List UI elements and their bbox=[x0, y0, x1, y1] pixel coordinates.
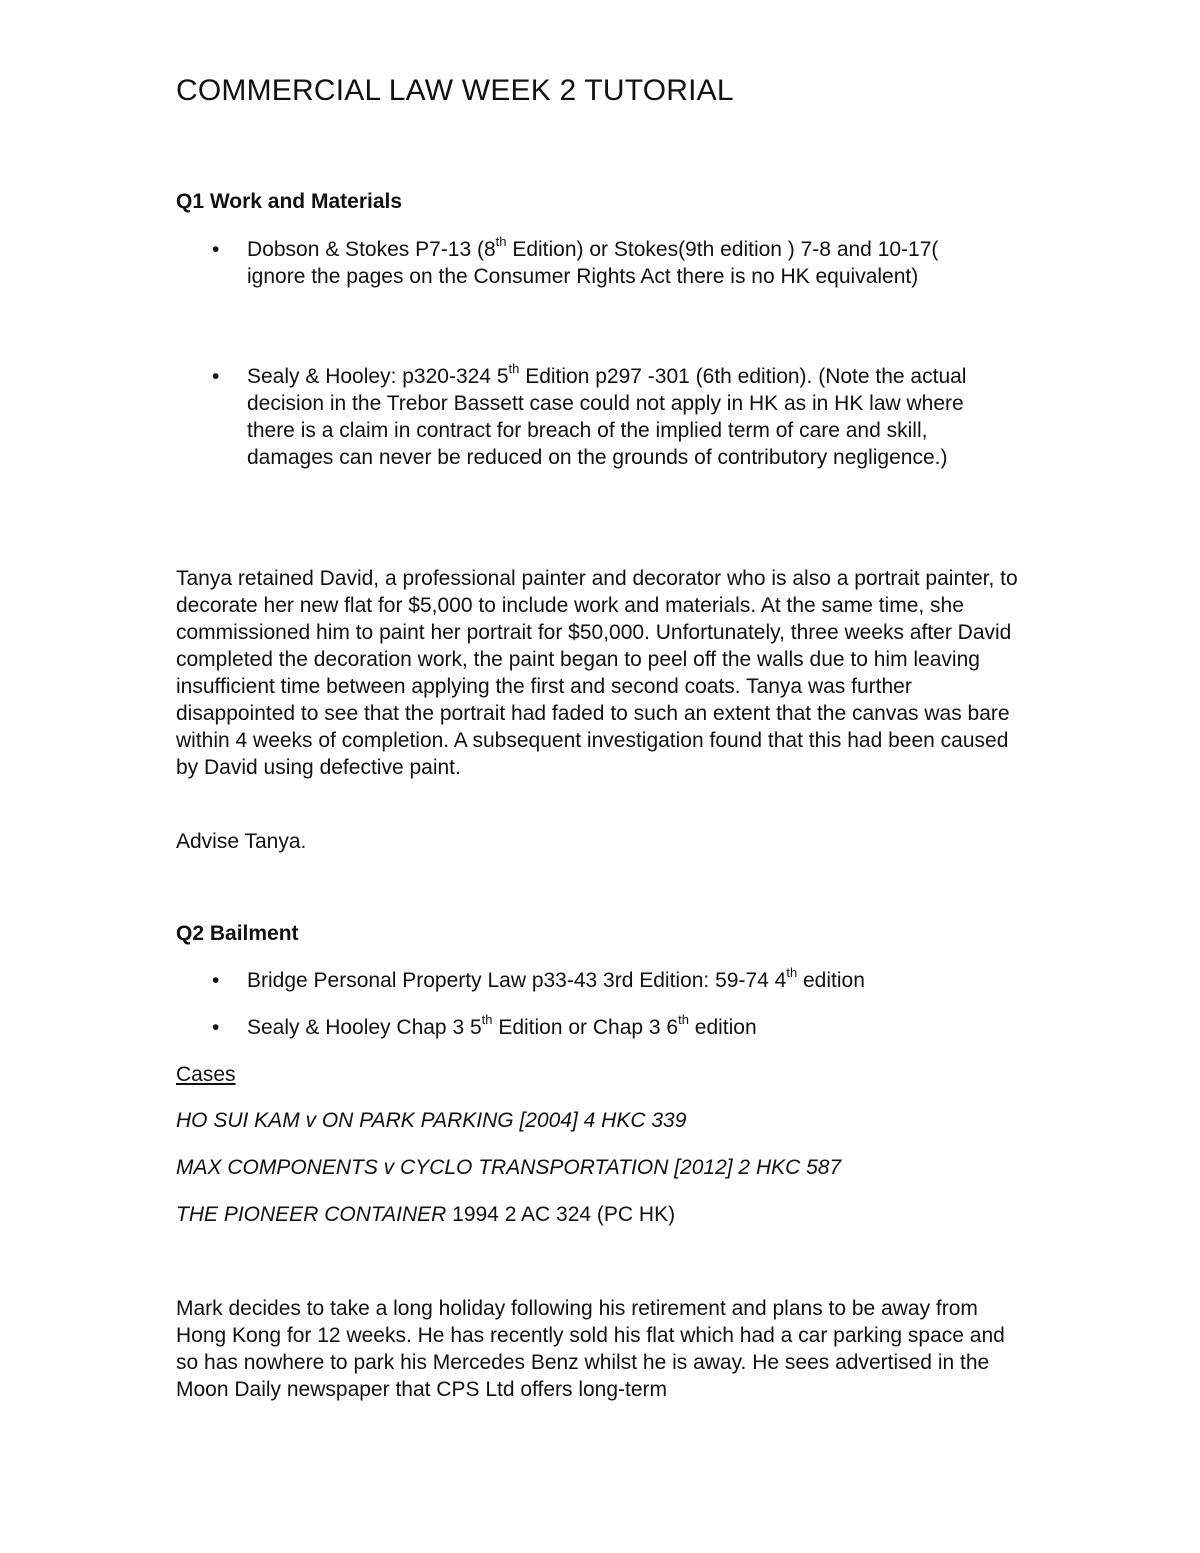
bullet-icon: • bbox=[212, 365, 220, 388]
case-ho-sui-kam: HO SUI KAM v ON PARK PARKING [2004] 4 HKC 339 bbox=[176, 1109, 687, 1132]
q1-scenario: Tanya retained David, a professional painter and decorator who is also a portrait painter, to decorate her new flat for $5,000 to include work and materials. At the same time, she commissioned him to paint her portrait for $50,000. Unfortunately, three weeks after David completed the decoration work, the paint began to peel off the walls due to him leaving insufficient time between applying the first and second coats. Tanya was further disappointed to see that the portrait had faded to such an extent that the canvas was bare within 4 weeks of completion. A subsequent investigation found that this had been caused by David using defective paint. bbox=[176, 567, 1018, 779]
q1-bullet-sealy-text: Sealy & Hooley: p320-324 5th Edition p297 -301 (6th edition). (Note the actual decision in the Trebor Bassett case could not apply in HK as in HK law where there is a claim in contract for breach of the implied term of care and skill, damages can never be reduced on the grounds of contributory negligence.) bbox=[247, 361, 967, 469]
q1-bullet-sealy bbox=[212, 363, 1012, 471]
q2-scenario: Mark decides to take a long holiday following his retirement and plans to be away from Hong Kong for 12 weeks. He has recently sold his flat which had a car parking space and so has nowhere to park his Mercedes Benz whilst he is away. He sees advertised in the Moon Daily newspaper that CPS Ltd offers long-term bbox=[176, 1297, 1005, 1401]
bullet-icon: • bbox=[212, 238, 220, 261]
q1-bullet-dobson-text: Dobson & Stokes P7-13 (8th Edition) or Stokes(9th edition ) 7-8 and 10-17( ignore the pages on the Consumer Rights Act there is no HK equivalent) bbox=[247, 234, 939, 288]
q2-bullet-sealy-text: Sealy & Hooley Chap 3 5th Edition or Chap 3 6th edition bbox=[247, 1012, 757, 1039]
q2-bullet-bridge-text: Bridge Personal Property Law p33-43 3rd Edition: 59-74 4th edition bbox=[247, 965, 865, 992]
case-max-components: MAX COMPONENTS v CYCLO TRANSPORTATION [2012] 2 HKC 587 bbox=[176, 1156, 842, 1179]
bullet-icon: • bbox=[212, 1016, 220, 1039]
q2-bullet-sealy bbox=[212, 1014, 1012, 1041]
q1-bullet-dobson bbox=[212, 236, 1002, 290]
bullet-icon: • bbox=[212, 969, 220, 992]
q2-bullet-bridge bbox=[212, 967, 1012, 994]
q1-advise: Advise Tanya. bbox=[176, 830, 307, 853]
q2-heading: Q2 Bailment bbox=[176, 922, 299, 945]
case-pioneer-container: THE PIONEER CONTAINER 1994 2 AC 324 (PC HK) bbox=[176, 1203, 676, 1226]
cases-label: Cases bbox=[176, 1063, 236, 1086]
q1-heading: Q1 Work and Materials bbox=[176, 190, 403, 213]
document-title: COMMERCIAL LAW WEEK 2 TUTORIAL bbox=[176, 74, 734, 107]
